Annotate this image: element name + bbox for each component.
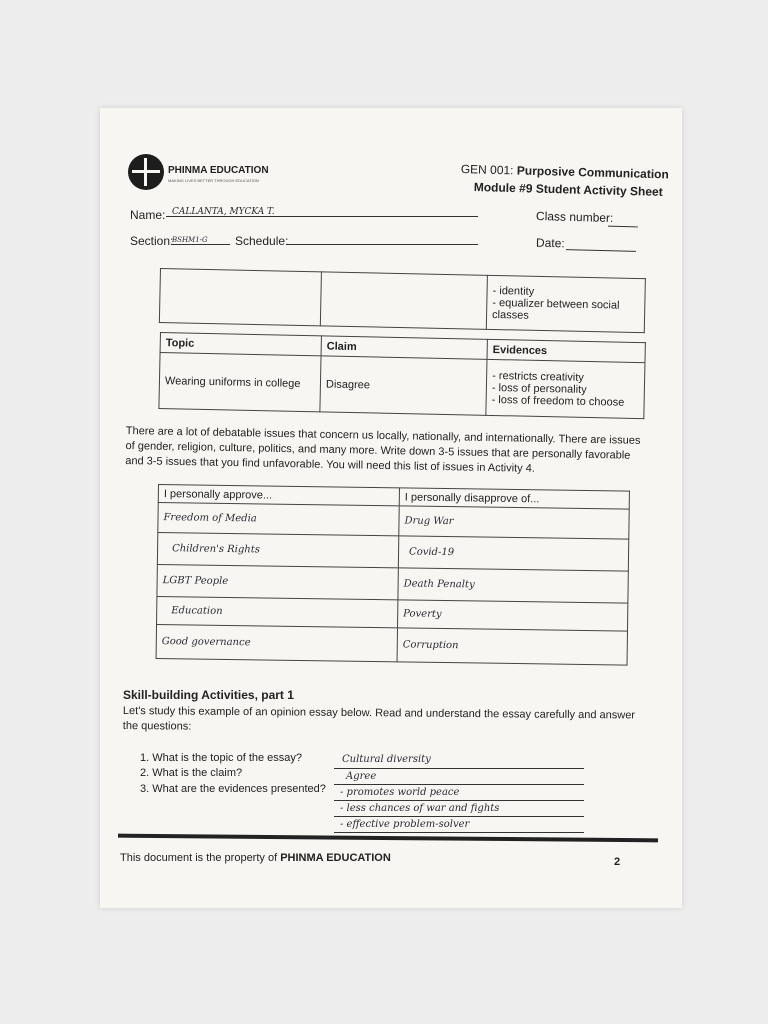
answer-line — [334, 768, 584, 769]
skill-intro: Let's study this example of an opinion essay below. Read and understand the essay carefully and answer the questions: — [122, 704, 636, 733]
evidence-item: - loss of personality — [491, 381, 587, 396]
section-value: BSHM1-G — [172, 236, 208, 244]
evidence-item: - loss of freedom to choose — [491, 393, 625, 409]
answer-3: - promotes world peace — [340, 787, 460, 798]
section-line — [172, 244, 230, 245]
disapprove-item: Drug War — [399, 506, 629, 539]
name-label: Name: — [130, 208, 166, 222]
org-tagline: MAKING LIVES BETTER THROUGH EDUCATION — [168, 178, 259, 183]
claim-cell: Disagree — [320, 356, 487, 415]
answer-3-extra: - less chances of war and fights — [340, 803, 500, 814]
fragment-cell-evidences — [486, 275, 645, 332]
topic-cell: Wearing uniforms in college — [159, 353, 321, 412]
disapprove-item: Covid-19 — [398, 536, 628, 571]
skill-title: Skill-building Activities, part 1 — [123, 688, 294, 702]
footer-prefix: This document is the property of — [120, 852, 281, 864]
previous-table-fragment — [159, 268, 646, 333]
fragment-cell-claim — [320, 272, 487, 329]
answer-3-extra: - effective problem-solver — [340, 819, 470, 830]
answer-line — [334, 784, 584, 785]
answer-1: Cultural diversity — [342, 754, 431, 765]
page-number: 2 — [614, 856, 621, 868]
header-topic: Topic — [160, 333, 321, 356]
evidences-cell — [486, 359, 645, 418]
answer-line — [334, 832, 584, 833]
evidence-line: - identity — [492, 284, 535, 298]
approve-item: Good governance — [156, 624, 397, 661]
footer-org: PHINMA EDUCATION — [280, 852, 391, 864]
approve-item: Education — [157, 596, 398, 627]
phinma-logo — [128, 154, 164, 190]
name-value: CALLANTA, MYCKA T. — [172, 207, 275, 217]
course-code: GEN 001: — [460, 162, 514, 178]
org-name: PHINMA EDUCATION — [168, 165, 269, 176]
question-3: 3. What are the evidences presented? — [140, 783, 326, 795]
evidence-line: - equalizer between social classes — [491, 296, 620, 322]
module-title: Module #9 Student Activity Sheet — [473, 180, 663, 199]
course-title: Purposive Communication — [516, 163, 670, 182]
header-claim: Claim — [321, 336, 487, 359]
section-label: Section: — [130, 234, 174, 248]
answer-line — [334, 816, 584, 817]
example-table — [158, 332, 646, 419]
approve-item: Children's Rights — [157, 533, 398, 568]
schedule-label: Schedule: — [235, 234, 289, 248]
disapprove-item: Corruption — [397, 628, 627, 665]
answer-line — [334, 800, 584, 801]
name-line — [166, 216, 478, 217]
disapprove-item: Poverty — [398, 600, 628, 631]
disapprove-item: Death Penalty — [398, 568, 628, 603]
footer-text — [120, 852, 391, 864]
header-approve: I personally approve... — [158, 485, 399, 506]
class-number-label: Class number: — [535, 208, 614, 226]
evidence-item: - restricts creativity — [492, 369, 584, 384]
question-2: 2. What is the claim? — [140, 767, 243, 779]
approve-item: LGBT People — [157, 564, 398, 599]
approve-item: Freedom of Media — [158, 503, 399, 536]
schedule-line — [286, 244, 478, 245]
header-evidences: Evidences — [487, 339, 645, 362]
instructions-paragraph: There are a lot of debatable issues that concern us locally, nationally, and internationally. There are issues of gender, religion, culture, politics, and many more. Write down 3-5 issues that are personally favorable and 3-5 issues that you find unfavorable. You will need this list of issues in Activity 4. — [125, 424, 641, 475]
answer-2: Agree — [346, 771, 377, 782]
question-1: 1. What is the topic of the essay? — [140, 752, 303, 764]
header-disapprove: I personally disapprove of... — [399, 488, 629, 509]
fragment-cell-topic — [159, 269, 321, 326]
issues-table — [156, 484, 630, 666]
date-label: Date: — [535, 235, 565, 251]
